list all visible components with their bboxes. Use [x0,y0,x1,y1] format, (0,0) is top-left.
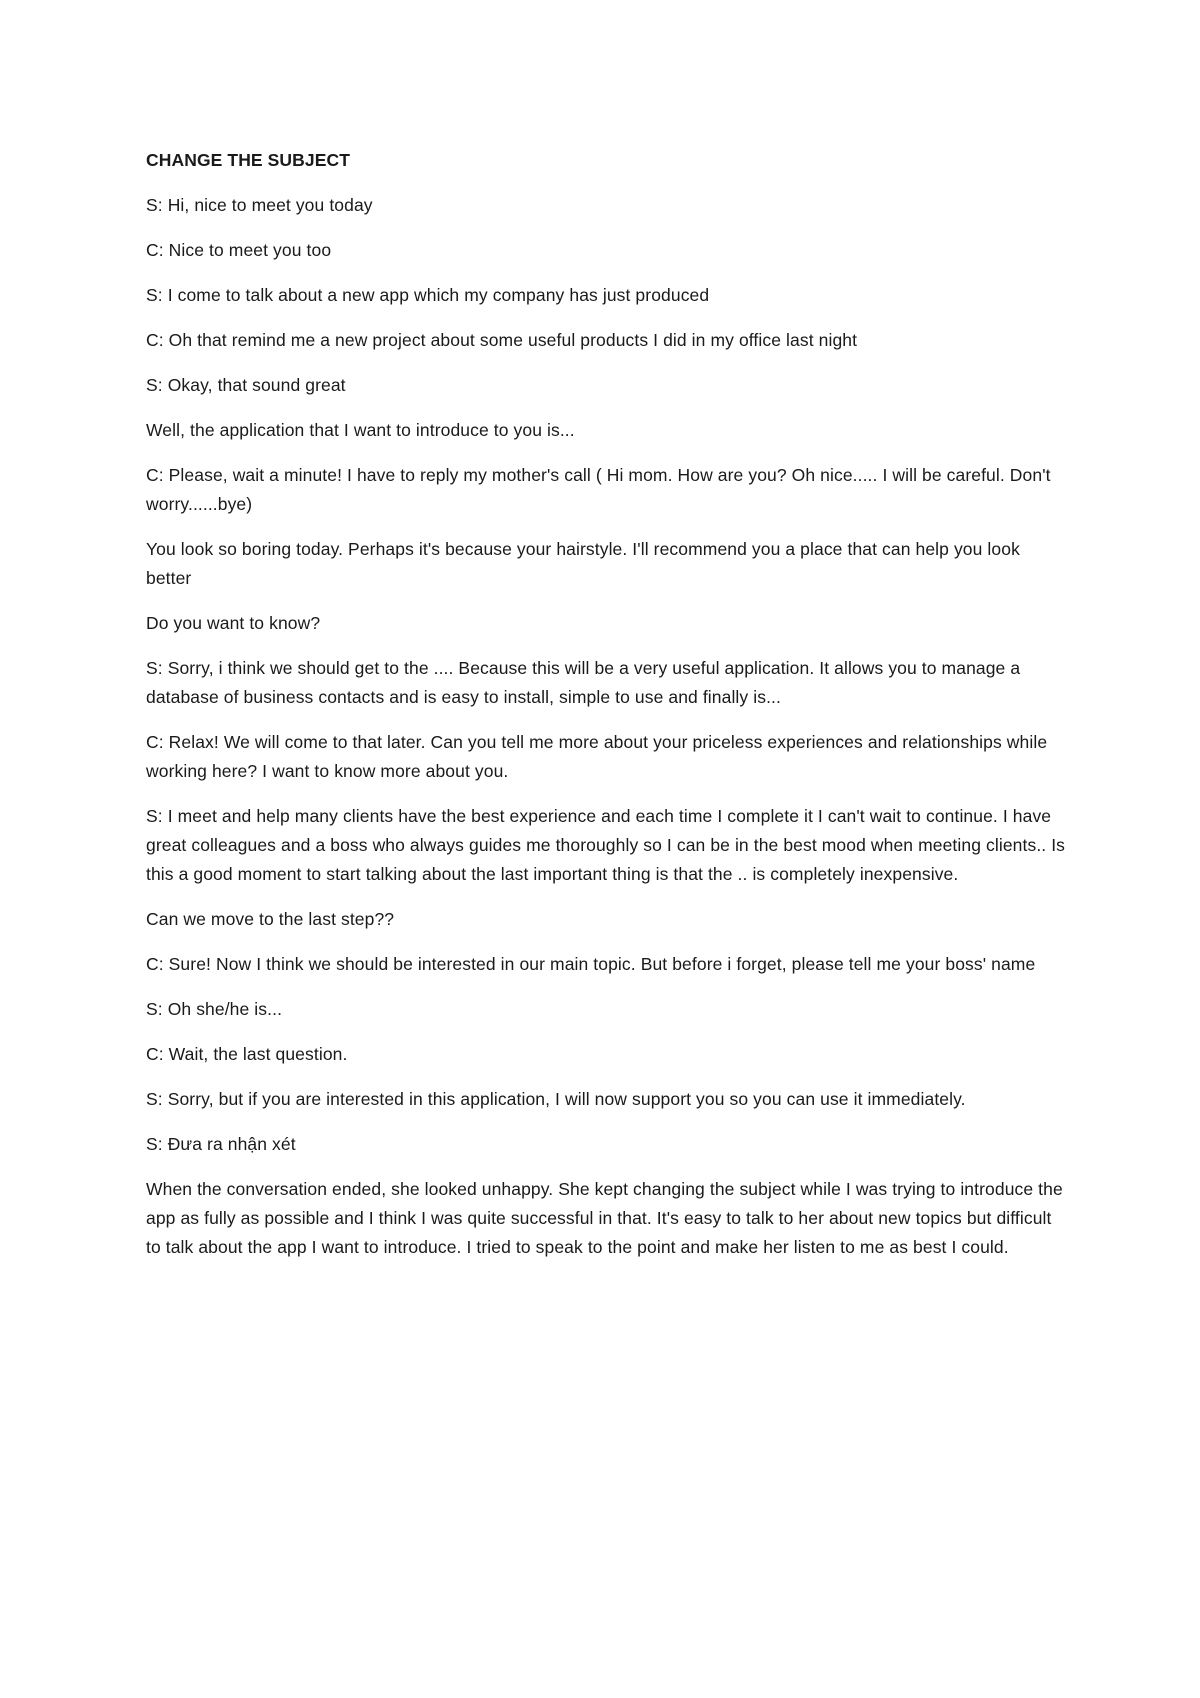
paragraph: S: Okay, that sound great [146,375,346,395]
paragraph: S: I meet and help many clients have the best experience and each time I complete it I can't wait to continue. I have great colleagues and a boss who always guides me thoroughly so I can be in the best mood when meeting clients.. Is this a good moment to start talking about the last important thing is that the .. is completely inexpensive. [146,806,1066,884]
paragraph: S: Sorry, but if you are interested in this application, I will now support you so you can use it immediately. [146,1089,966,1109]
paragraph: C: Relax! We will come to that later. Can you tell me more about your priceless experiences and relationships while working here? I want to know more about you. [146,732,1048,781]
paragraph: You look so boring today. Perhaps it's because your hairstyle. I'll recommend you a place that can help you look better [146,539,1020,588]
paragraph: S: Oh she/he is... [146,999,283,1019]
paragraph: When the conversation ended, she looked unhappy. She kept changing the subject while I was trying to introduce the app as fully as possible and I think I was quite successful in that. It's easy to talk to her about new topics but difficult to talk about the app I want to introduce. I tried to speak to the point and make her listen to me as best I could. [146,1179,1063,1257]
paragraph: S: Hi, nice to meet you today [146,195,373,215]
paragraph: S: I come to talk about a new app which my company has just produced [146,285,710,305]
paragraph: Can we move to the last step?? [146,909,395,929]
paragraph: C: Wait, the last question. [146,1044,348,1064]
paragraph: C: Sure! Now I think we should be interested in our main topic. But before i forget, please tell me your boss' name [146,954,1036,974]
paragraph: S: Sorry, i think we should get to the .... Because this will be a very useful application. It allows you to manage a database of business contacts and is easy to install, simple to use and finally is... [146,658,1021,707]
paragraph: C: Please, wait a minute! I have to reply my mother's call ( Hi mom. How are you? Oh nice..... I will be careful. Don't worry......bye) [146,465,1051,514]
paragraph: C: Oh that remind me a new project about some useful products I did in my office last night [146,330,858,350]
paragraph: S: Đưa ra nhận xét [146,1134,296,1154]
paragraph: C: Nice to meet you too [146,240,332,260]
paragraph: Well, the application that I want to introduce to you is... [146,420,575,440]
paragraph: Do you want to know? [146,613,321,633]
document-body [146,146,1068,1278]
document-title: CHANGE THE SUBJECT [146,150,351,170]
